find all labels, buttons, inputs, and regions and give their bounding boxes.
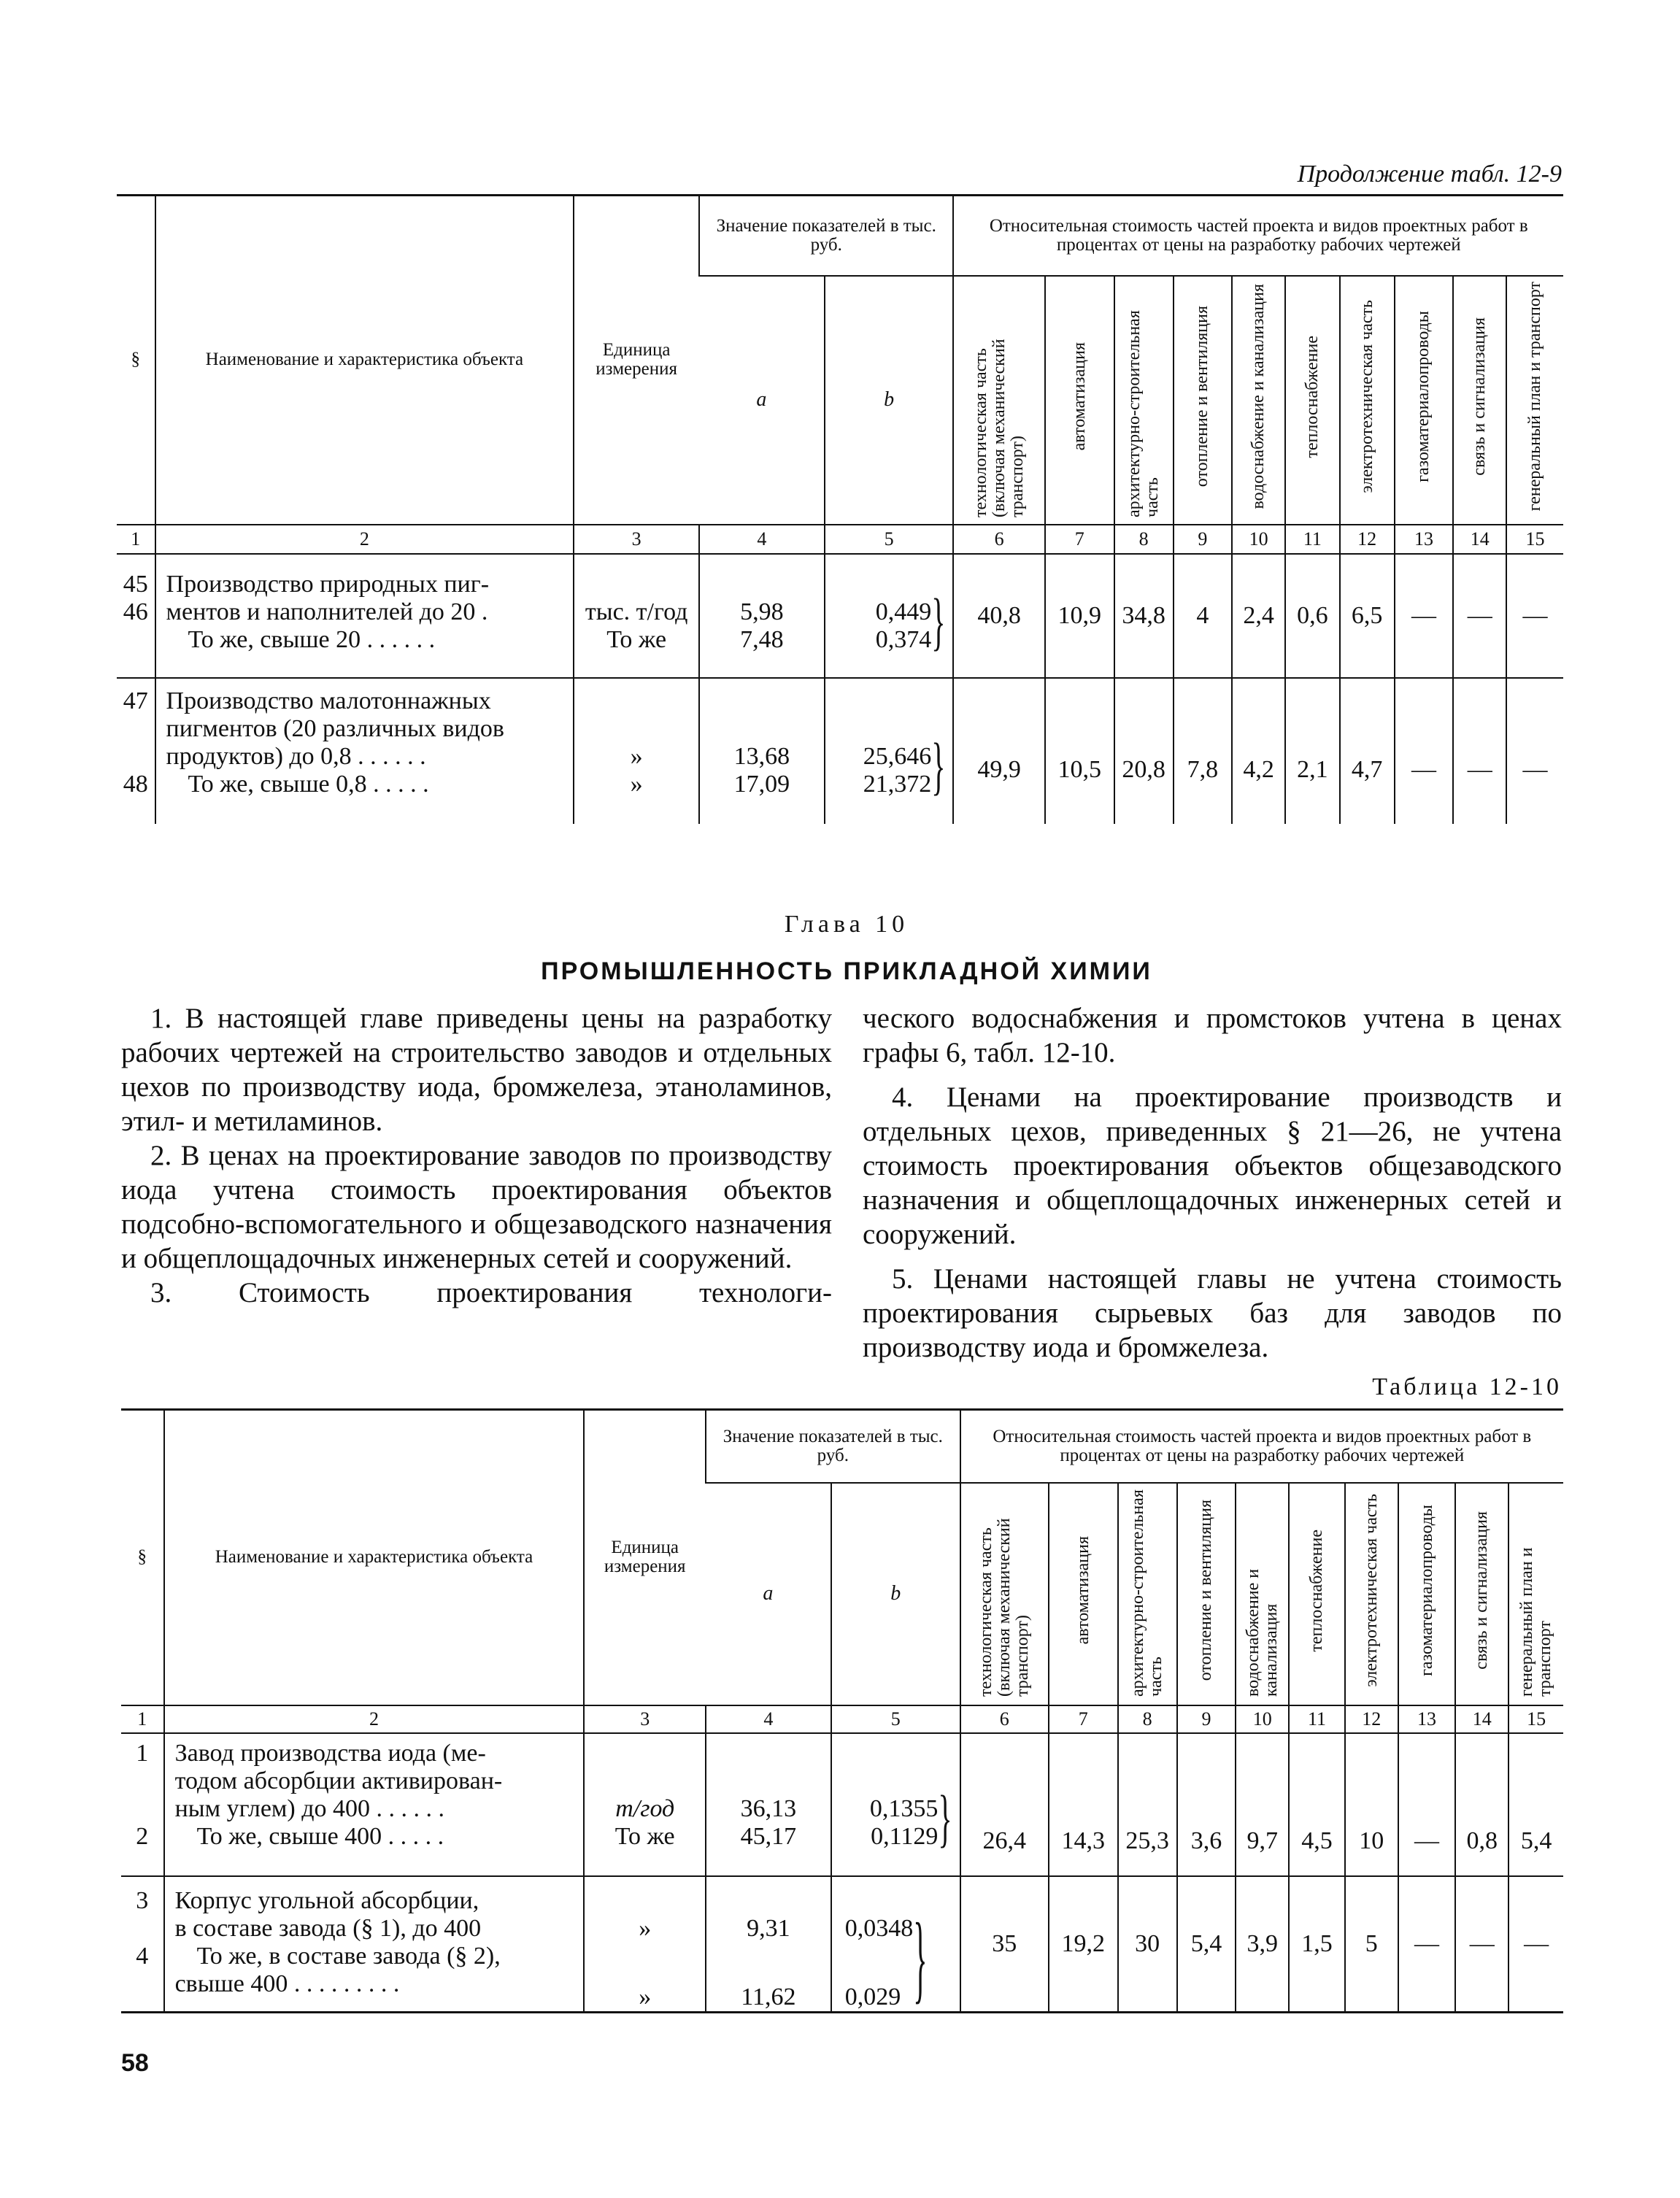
header-section: § bbox=[117, 196, 155, 525]
part-value: 10,5 bbox=[1045, 678, 1114, 824]
header-part-gas: газоматериалопроводы bbox=[1414, 311, 1433, 482]
row-name-line: свыше 400 . . . . . . . . . bbox=[174, 1970, 400, 1997]
header-part-technology: технологическая часть (включая механический транспорт) bbox=[976, 1517, 1032, 1697]
header-values: Значение показателей в тыс. руб. bbox=[706, 1410, 960, 1483]
part-value: 5,4 bbox=[1508, 1733, 1563, 1876]
brace: } bbox=[913, 1902, 928, 2014]
part-value: 4,2 bbox=[1232, 678, 1285, 824]
header-part-heat-supply: теплоснабжение bbox=[1302, 335, 1322, 458]
page-number: 58 bbox=[121, 2049, 149, 2077]
col-number: 8 bbox=[1118, 1705, 1177, 1733]
row-name-line: То же, свыше 20 . . . . . . bbox=[188, 625, 436, 653]
row-value-b: 25,646 bbox=[863, 742, 932, 770]
header-part-technology: технологическая часть (включая механический транспорт) bbox=[971, 338, 1027, 517]
part-value: 35 bbox=[960, 1876, 1049, 2013]
row-value-a: 9,31 bbox=[747, 1914, 790, 1942]
part-value: 26,4 bbox=[960, 1733, 1049, 1876]
row-value-b: 0,029 bbox=[844, 1983, 901, 2010]
row-value-a: 36,13 bbox=[740, 1794, 797, 1822]
row-number: 3 bbox=[136, 1886, 149, 1914]
row-value-a: 17,09 bbox=[733, 770, 790, 798]
col-number: 11 bbox=[1289, 1705, 1345, 1733]
col-number: 9 bbox=[1177, 1705, 1236, 1733]
part-value: 10 bbox=[1345, 1733, 1398, 1876]
row-value-b: 0,449 bbox=[875, 598, 932, 625]
col-number: 14 bbox=[1455, 1705, 1508, 1733]
row-unit: То же bbox=[606, 625, 667, 653]
part-value: 0,6 bbox=[1285, 554, 1340, 678]
row-unit: » bbox=[630, 770, 643, 798]
table-12-9-continued bbox=[117, 194, 1563, 824]
header-values: Значение показателей в тыс. руб. bbox=[699, 196, 953, 276]
part-value: — bbox=[1398, 1733, 1456, 1876]
row-unit: » bbox=[639, 1914, 652, 1942]
row-value-a: 5,98 bbox=[740, 598, 784, 625]
header-relative-cost: Относительная стоимость частей проекта и видов проектных работ в процентах от цены на разработку рабочих чертежей bbox=[953, 196, 1563, 276]
part-value: — bbox=[1506, 678, 1563, 824]
col-number: 4 bbox=[706, 1705, 831, 1733]
part-value: — bbox=[1395, 554, 1454, 678]
text-column-left bbox=[121, 1001, 832, 1310]
col-number: 3 bbox=[584, 1705, 706, 1733]
row-name-line: Завод производства иода (ме- bbox=[174, 1739, 486, 1767]
header-part-masterplan: генеральный план и транспорт bbox=[1525, 282, 1545, 512]
part-value: 9,7 bbox=[1236, 1733, 1289, 1876]
part-value: 19,2 bbox=[1049, 1876, 1118, 2013]
table-row-group bbox=[117, 678, 1563, 824]
part-value: — bbox=[1508, 1876, 1563, 2013]
row-value-b: 0,1355 bbox=[869, 1794, 939, 1822]
row-name-line: Производство природных пиг- bbox=[166, 570, 490, 598]
row-number: 1 bbox=[136, 1739, 149, 1767]
brace: } bbox=[931, 585, 946, 658]
paragraph: 3. Стоимость проектирования технологи- bbox=[150, 1277, 832, 1308]
col-number: 10 bbox=[1232, 525, 1285, 554]
row-value-a: 7,48 bbox=[740, 625, 784, 653]
row-name-line: ментов и наполнителей до 20 . bbox=[166, 598, 488, 625]
table-12-10 bbox=[121, 1408, 1563, 2013]
header-part-electrical: электротехническая часть bbox=[1361, 1494, 1381, 1687]
part-value: — bbox=[1506, 554, 1563, 678]
header-section: § bbox=[121, 1410, 164, 1705]
col-number: 11 bbox=[1285, 525, 1340, 554]
col-number: 15 bbox=[1506, 525, 1563, 554]
row-number: 47 bbox=[123, 687, 148, 714]
part-value: 6,5 bbox=[1340, 554, 1395, 678]
part-value: 20,8 bbox=[1114, 678, 1174, 824]
part-value: 4,5 bbox=[1289, 1733, 1345, 1876]
row-unit: тыс. т/год bbox=[585, 598, 688, 625]
row-name-line: Производство малотоннажных bbox=[166, 687, 491, 714]
row-unit: То же bbox=[614, 1822, 675, 1850]
chapter-label: Глава 10 bbox=[784, 911, 909, 938]
col-number: 13 bbox=[1398, 1705, 1456, 1733]
col-number: 9 bbox=[1174, 525, 1233, 554]
header-b: b bbox=[831, 1483, 960, 1705]
col-number: 2 bbox=[155, 525, 574, 554]
col-number: 2 bbox=[164, 1705, 585, 1733]
part-value: 3,6 bbox=[1177, 1733, 1236, 1876]
part-value: 10,9 bbox=[1045, 554, 1114, 678]
col-number: 12 bbox=[1345, 1705, 1398, 1733]
paragraph: 1. В настоящей главе приведены цены на разработку рабочих чертежей на строительство заводов и отдельных цехов по производству иода, бромжелеза, этаноламинов, этил- и метиламинов. bbox=[121, 1003, 832, 1137]
header-part-automation: автоматизация bbox=[1069, 342, 1089, 451]
paragraph: 5. Ценами настоящей главы не учтена стоимость проектирования сырьевых баз для заводов по производству иода и бромжелеза. bbox=[863, 1263, 1562, 1363]
text-column-right bbox=[863, 1001, 1562, 1365]
chapter-title: ПРОМЫШЛЕННОСТЬ ПРИКЛАДНОЙ ХИМИИ bbox=[541, 957, 1152, 985]
row-name-line: в составе завода (§ 1), до 400 bbox=[174, 1914, 482, 1942]
column-numbers-row bbox=[121, 1705, 1563, 1733]
brace: } bbox=[938, 1781, 952, 1854]
col-number: 7 bbox=[1045, 525, 1114, 554]
col-number: 10 bbox=[1236, 1705, 1289, 1733]
row-number: 4 bbox=[136, 1942, 149, 1970]
part-value: — bbox=[1453, 678, 1506, 824]
row-unit: т/год bbox=[615, 1794, 675, 1822]
part-value: 3,9 bbox=[1236, 1876, 1289, 2013]
header-name: Наименование и характеристика объекта bbox=[155, 196, 574, 525]
row-value-a: 13,68 bbox=[733, 742, 790, 770]
part-value: 25,3 bbox=[1118, 1733, 1177, 1876]
header-part-architecture: архитектурно-строительная часть bbox=[1125, 309, 1163, 517]
header-part-communication: связь и сигнализация bbox=[1472, 1511, 1492, 1670]
header-unit: Единица измерения bbox=[574, 196, 699, 525]
header-name: Наименование и характеристика объекта bbox=[164, 1410, 585, 1705]
col-number: 6 bbox=[960, 1705, 1049, 1733]
part-value: 49,9 bbox=[953, 678, 1044, 824]
brace: } bbox=[931, 729, 946, 802]
header-part-heating: отопление и вентиляция bbox=[1196, 1500, 1216, 1681]
row-name-line: То же, в составе завода (§ 2), bbox=[196, 1942, 501, 1970]
part-value: — bbox=[1395, 678, 1454, 824]
table-row-group bbox=[121, 1876, 1563, 2013]
part-value: 4 bbox=[1174, 554, 1233, 678]
col-number: 1 bbox=[121, 1705, 164, 1733]
part-value: 7,8 bbox=[1174, 678, 1233, 824]
row-value-b: 0,374 bbox=[875, 625, 932, 653]
row-unit: » bbox=[639, 1983, 652, 2010]
col-number: 15 bbox=[1508, 1705, 1563, 1733]
part-value: 4,7 bbox=[1340, 678, 1395, 824]
table-caption: Таблица 12-10 bbox=[1372, 1373, 1562, 1400]
col-number: 13 bbox=[1395, 525, 1454, 554]
header-relative-cost: Относительная стоимость частей проекта и видов проектных работ в процентах от цены на разработку рабочих чертежей bbox=[960, 1410, 1563, 1483]
table-row-group bbox=[117, 554, 1563, 678]
header-part-electrical: электротехническая часть bbox=[1357, 300, 1376, 493]
paragraph: 4. Ценами на проектирование производств и отдельных цехов, приведенных § 21—26, не учтена стоимость проектирования объектов общезаводского назначения и общеплощадочных инженерных сетей и сооружений. bbox=[863, 1081, 1562, 1250]
row-name-line: ным углем) до 400 . . . . . . bbox=[174, 1794, 445, 1822]
row-number: 46 bbox=[123, 598, 148, 625]
header-a: a bbox=[706, 1483, 831, 1705]
row-value-b: 0,1129 bbox=[871, 1822, 939, 1850]
paragraph: ческого водоснабжения и промстоков учтена в ценах графы 6, табл. 12-10. bbox=[863, 1003, 1562, 1068]
row-name-line: То же, свыше 400 . . . . . bbox=[196, 1822, 444, 1850]
part-value: — bbox=[1455, 1876, 1508, 2013]
part-value: 0,8 bbox=[1455, 1733, 1508, 1876]
col-number: 5 bbox=[831, 1705, 960, 1733]
column-numbers-row bbox=[117, 525, 1563, 554]
row-number: 45 bbox=[123, 570, 148, 598]
row-value-a: 11,62 bbox=[741, 1983, 796, 2010]
header-b: b bbox=[825, 276, 954, 525]
col-number: 7 bbox=[1049, 1705, 1118, 1733]
part-value: 5 bbox=[1345, 1876, 1398, 2013]
row-name-line: Корпус угольной абсорбции, bbox=[174, 1886, 479, 1914]
header-part-communication: связь и сигнализация bbox=[1470, 317, 1490, 476]
row-number: 48 bbox=[123, 770, 148, 798]
row-value-a: 45,17 bbox=[740, 1822, 797, 1850]
row-name-line: тодом абсорбции активирован- bbox=[174, 1767, 503, 1794]
part-value: — bbox=[1398, 1876, 1456, 2013]
row-unit: » bbox=[630, 742, 643, 770]
col-number: 5 bbox=[825, 525, 954, 554]
row-value-b: 0,0348 bbox=[844, 1914, 914, 1942]
part-value: 2,1 bbox=[1285, 678, 1340, 824]
row-name-line: То же, свыше 0,8 . . . . . bbox=[188, 770, 429, 798]
header-part-masterplan: генеральный план и транспорт bbox=[1517, 1547, 1555, 1697]
header-a: a bbox=[699, 276, 825, 525]
part-value: 5,4 bbox=[1177, 1876, 1236, 2013]
row-number: 2 bbox=[136, 1822, 149, 1850]
part-value: 40,8 bbox=[953, 554, 1044, 678]
part-value: 14,3 bbox=[1049, 1733, 1118, 1876]
header-unit: Единица измерения bbox=[584, 1410, 706, 1705]
header-part-water: водоснабжение и канализация bbox=[1243, 1568, 1281, 1697]
header-part-water: водоснабжение и канализация bbox=[1249, 284, 1268, 509]
header-part-heating: отопление и вентиляция bbox=[1192, 306, 1212, 487]
table-row-group bbox=[121, 1733, 1563, 1876]
header-part-architecture: архитектурно-строительная часть bbox=[1128, 1489, 1166, 1697]
header-part-heat-supply: теплоснабжение bbox=[1306, 1529, 1326, 1652]
col-number: 3 bbox=[574, 525, 699, 554]
part-value: — bbox=[1453, 554, 1506, 678]
header-part-automation: автоматизация bbox=[1073, 1536, 1093, 1645]
col-number: 14 bbox=[1453, 525, 1506, 554]
table-caption-continued: Продолжение табл. 12-9 bbox=[1297, 161, 1562, 188]
part-value: 30 bbox=[1118, 1876, 1177, 2013]
part-value: 2,4 bbox=[1232, 554, 1285, 678]
col-number: 1 bbox=[117, 525, 155, 554]
col-number: 12 bbox=[1340, 525, 1395, 554]
part-value: 1,5 bbox=[1289, 1876, 1345, 2013]
row-name-line: продуктов) до 0,8 . . . . . . bbox=[166, 742, 426, 770]
col-number: 8 bbox=[1114, 525, 1174, 554]
part-value: 34,8 bbox=[1114, 554, 1174, 678]
row-value-b: 21,372 bbox=[863, 770, 932, 798]
col-number: 4 bbox=[699, 525, 825, 554]
col-number: 6 bbox=[953, 525, 1044, 554]
paragraph: 2. В ценах на проектирование заводов по производству иода учтена стоимость проектирования объектов подсобно-вспомогательного и общезаводского назначения и общеплощадочных инженерных сетей и сооружений. bbox=[121, 1140, 832, 1274]
row-name-line: пигментов (20 различных видов bbox=[166, 714, 504, 742]
header-part-gas: газоматериалопроводы bbox=[1417, 1505, 1436, 1676]
